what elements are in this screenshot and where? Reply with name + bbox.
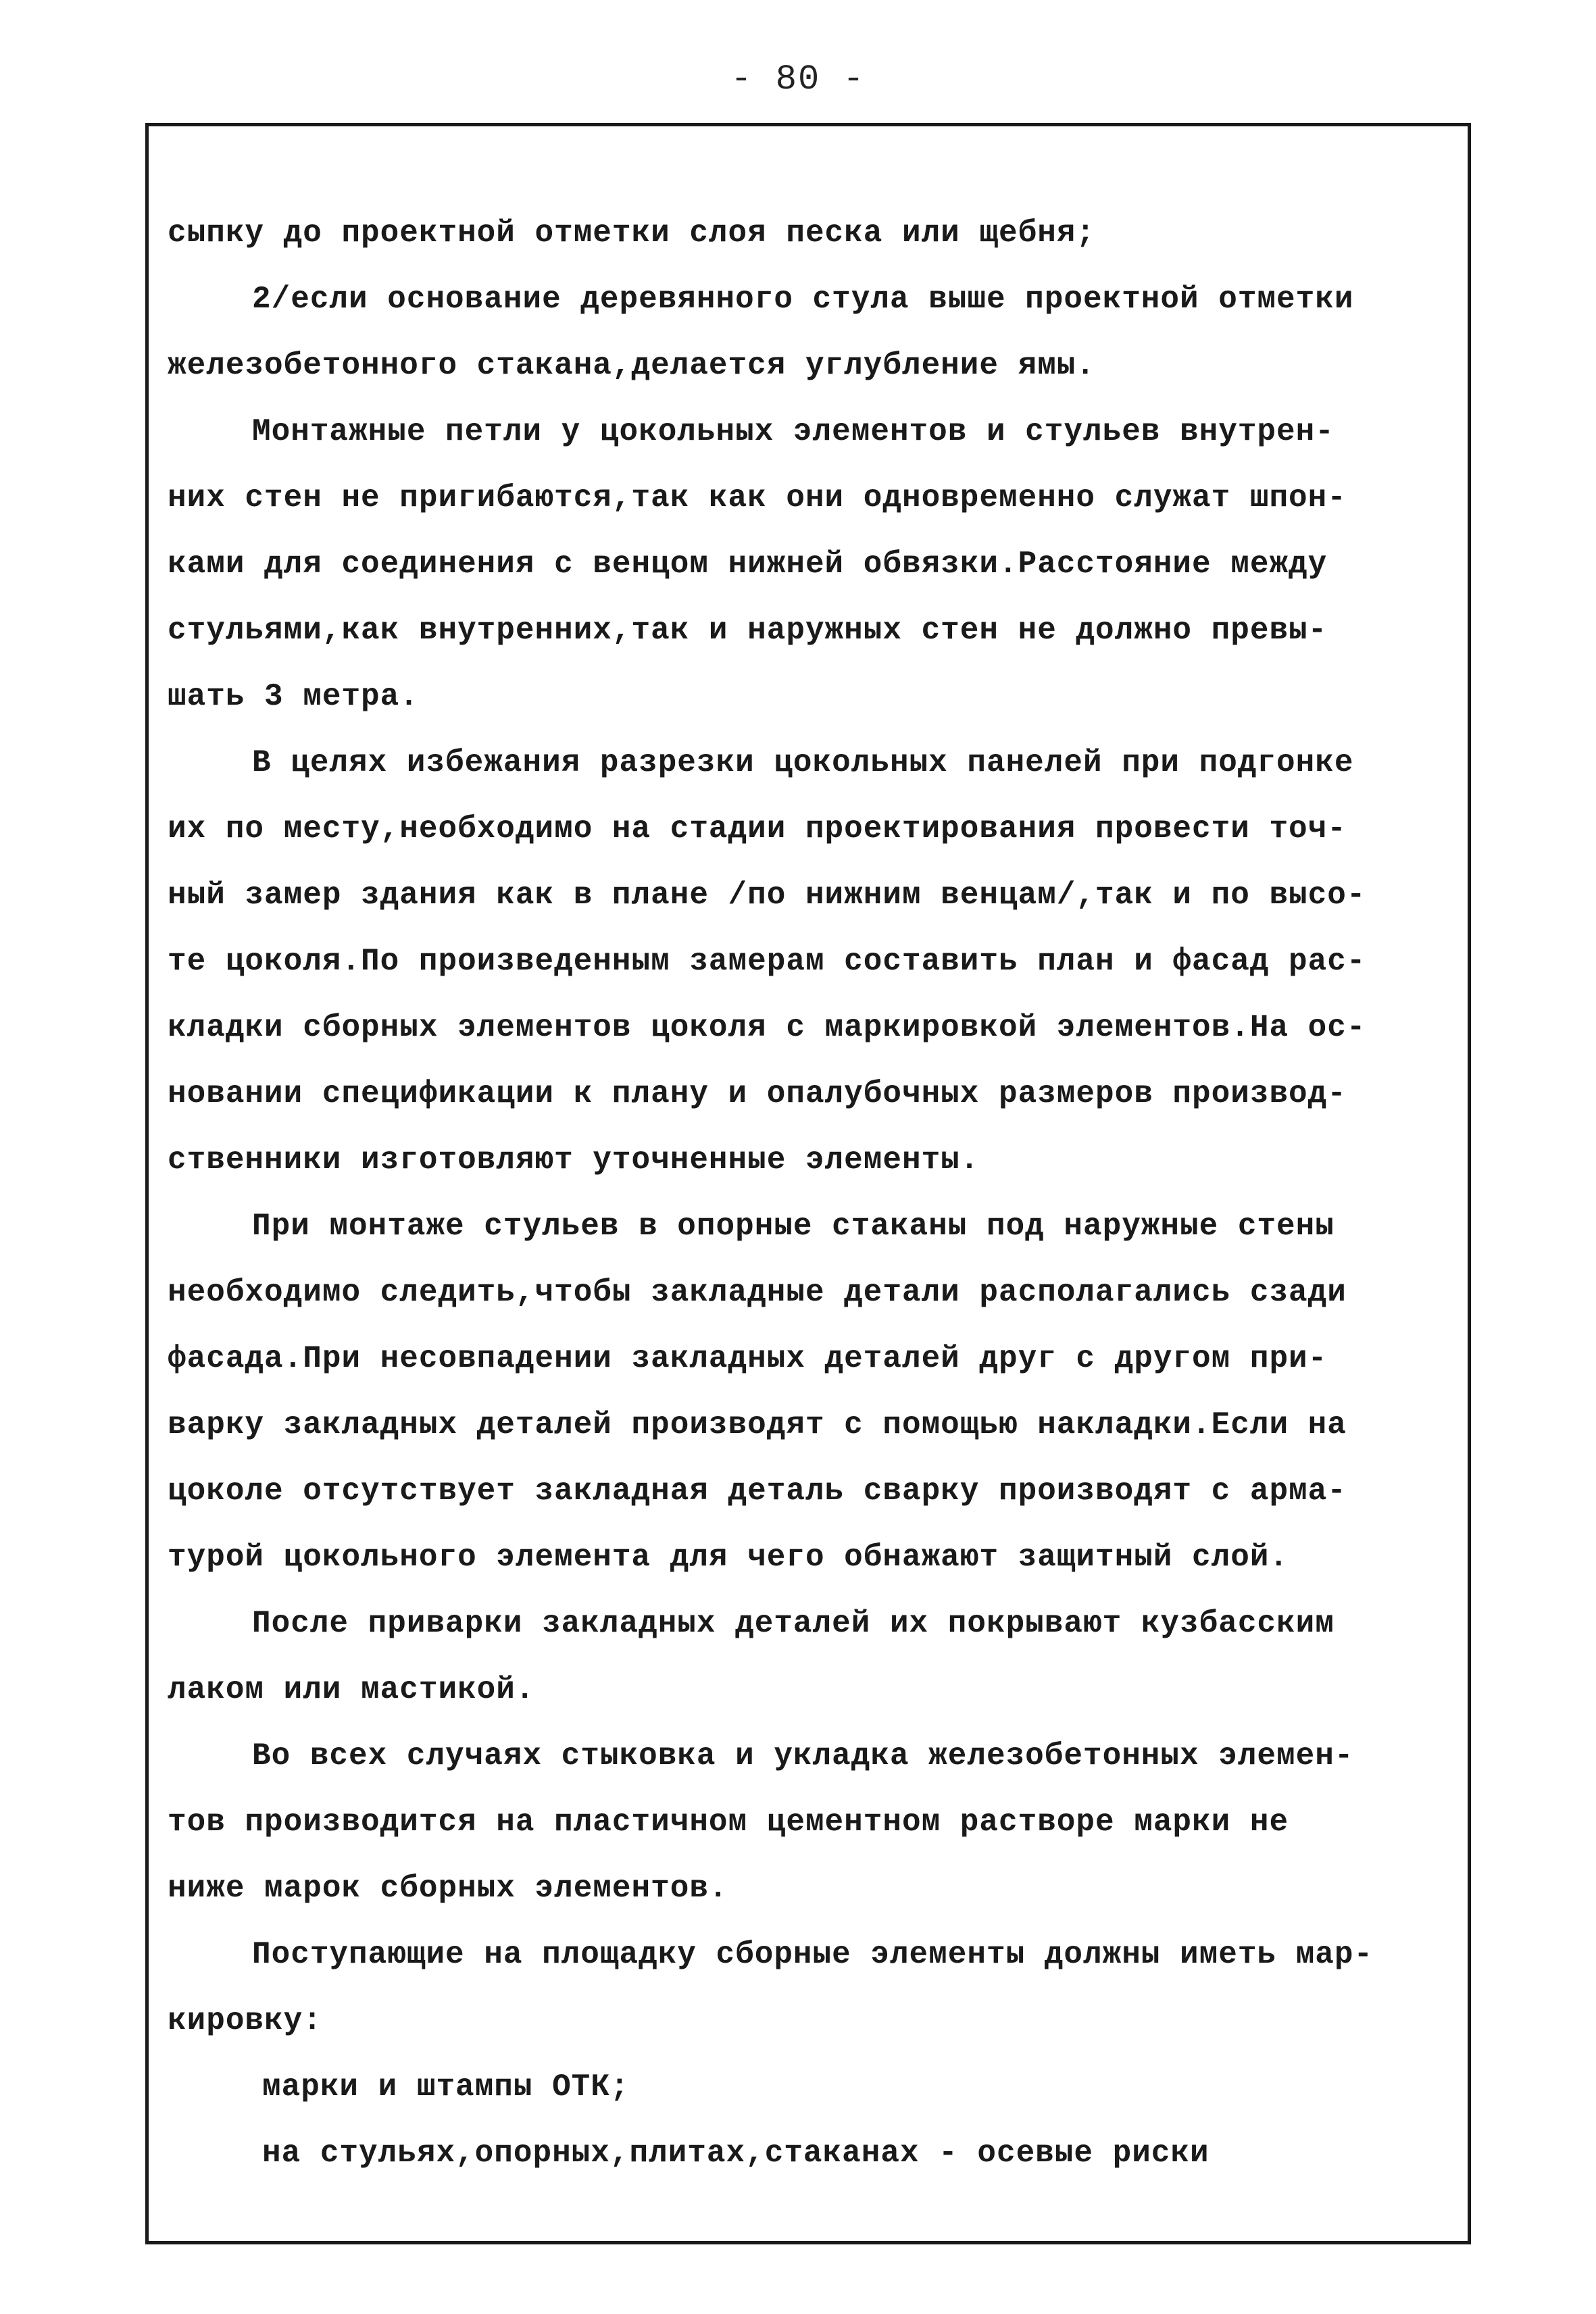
text-line: ниже марок сборных элементов. (168, 1871, 728, 1906)
text-line: сыпку до проектной отметки слоя песка или щебня; (168, 216, 1096, 251)
text-line: те цоколя.По произведенным замерам составить план и фасад рас- (168, 944, 1366, 979)
text-line: на стульях,опорных,плитах,стаканах - осевые риски (262, 2136, 1210, 2171)
text-line: стульями,как внутренних,так и наружных стен не должно превы- (168, 613, 1328, 648)
text-line: ный замер здания как в плане /по нижним венцам/,так и по высо- (168, 878, 1366, 913)
text-line: лаком или мастикой. (168, 1672, 535, 1707)
text-line: тов производится на пластичном цементном растворе марки не (168, 1805, 1289, 1840)
document-body (168, 200, 1455, 2186)
text-line: турой цокольного элемента для чего обнажают защитный слой. (168, 1540, 1289, 1575)
text-line: них стен не пригибаются,так как они одновременно служат шпон- (168, 480, 1347, 515)
text-line: марки и штампы ОТК; (262, 2069, 630, 2105)
text-line: Монтажные петли у цокольных элементов и стульев внутрен- (252, 414, 1335, 449)
text-line: Поступающие на площадку сборные элементы должны иметь мар- (252, 1937, 1374, 1972)
text-line: ственники изготовляют уточненные элементы. (168, 1142, 980, 1178)
text-line: необходимо следить,чтобы закладные детали располагались сзади (168, 1275, 1347, 1310)
text-line: кладки сборных элементов цоколя с маркировкой элементов.На ос- (168, 1010, 1366, 1045)
text-line: После приварки закладных деталей их покрывают кузбасским (252, 1606, 1335, 1641)
text-line: цоколе отсутствует закладная деталь сварку производят с арма- (168, 1474, 1347, 1509)
text-line: В целях избежания разрезки цокольных панелей при подгонке (252, 745, 1354, 780)
text-line: кировку: (168, 2003, 322, 2038)
text-line: ками для соединения с венцом нижней обвязки.Расстояние между (168, 547, 1328, 582)
text-line: варку закладных деталей производят с помощью накладки.Если на (168, 1407, 1347, 1442)
text-line: их по месту,необходимо на стадии проектирования провести точ- (168, 811, 1347, 847)
text-line: новании спецификации к плану и опалубочных размеров производ- (168, 1076, 1347, 1111)
page-number: - 80 - (730, 59, 866, 99)
text-line: шать 3 метра. (168, 679, 419, 714)
text-line: При монтаже стульев в опорные стаканы под наружные стены (252, 1209, 1335, 1244)
text-line: железобетонного стакана,делается углубление ямы. (168, 348, 1096, 383)
text-line: 2/если основание деревянного стула выше проектной отметки (252, 282, 1354, 317)
text-line: фасада.При несовпадении закладных деталей друг с другом при- (168, 1341, 1328, 1376)
text-line: Во всех случаях стыковка и укладка железобетонных элемен- (252, 1738, 1354, 1774)
